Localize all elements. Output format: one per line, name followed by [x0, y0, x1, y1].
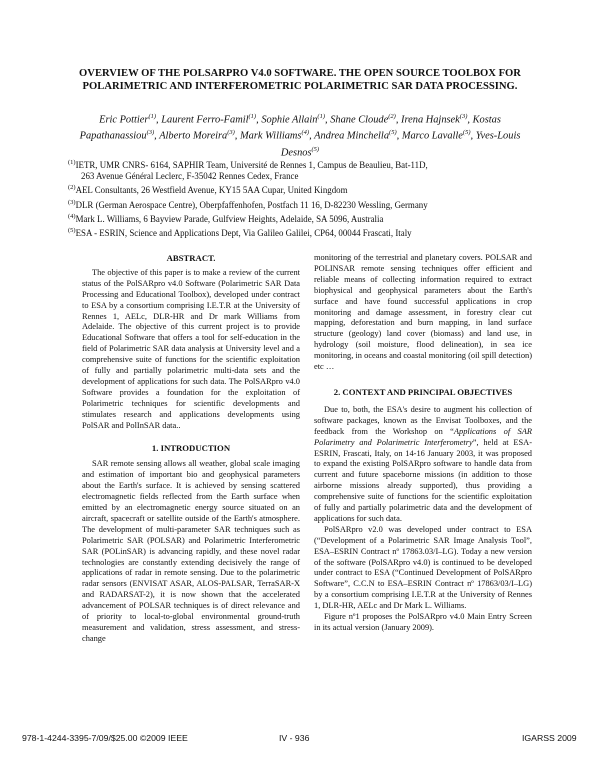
affiliation-marker: (2)	[68, 184, 76, 192]
affiliation-marker: (5)	[68, 226, 76, 234]
affiliation-item	[68, 157, 538, 182]
affiliation-item	[68, 225, 538, 239]
author-name: Marco Lavalle	[401, 130, 463, 142]
affiliation-marker: (3)	[68, 198, 76, 206]
affiliation-item	[68, 211, 538, 225]
affiliation-line: IETR, UMR CNRS- 6164, SAPHIR Team, Université de Rennes 1, Campus de Beaulieu, Bat-11D,	[75, 159, 428, 170]
author-affiliation-marker: (5)	[462, 129, 471, 137]
context-heading: 2. CONTEXT AND PRINCIPAL OBJECTIVES	[333, 386, 513, 397]
affiliation-marker: (1)	[68, 159, 76, 166]
right-column	[314, 253, 532, 634]
introduction-heading: 1. INTRODUCTION	[151, 442, 231, 453]
affiliation-line: DLR (German Aerospace Centre), Oberpfaffenhofen, Postfach 11 16, D-82230 Wessling, Germany	[75, 199, 428, 210]
author-name: Laurent Ferro-Famil	[161, 114, 249, 126]
author-affiliation-marker: (5)	[389, 129, 397, 137]
footer-isbn: 978-1-4244-3395-7/09/$25.00 ©2009 IEEE	[22, 733, 188, 743]
paper-title: OVERVIEW OF THE POLSARPRO V4.0 SOFTWARE. THE OPEN SOURCE TOOLBOX FOR POLARIMETRIC AND INTERFEROMETRIC POLARIMETRIC SAR DATA PROCESSING.	[79, 68, 521, 92]
left-column	[82, 253, 300, 645]
polsarpro-version-paragraph: PolSARpro v2.0 was developed under contract to ESA (“Development of a Polarimetric SAR Image Analysis Tool”, ESA–ESRIN Contract nº 17863.03/I–LG). Today a new version of the software (PolSARpro v4.0) is continued to be developed under contract to ESA (“Continued Development of PolSARpro Software”, C.C.N to ESA–ESRIN Contract nº 17863/03/I–LG) by a consortium comprising I.E.T.R at the University of Rennes 1, DLR-HR, AELc and Dr Mark L. Williams.	[314, 524, 532, 611]
introduction-text: SAR remote sensing allows all weather, global scale imaging and estimation of important bio and geophysical parameters about the Earth's surface. It is achieved by sensing scattered electromagnetic fields reflected from the Earth surface when emitted by an electromagnetic energy source situated on an aircraft, spacecraft or satellite outside of the Earth's atmosphere. The development of multi-parameter SAR techniques such as Polarimetric SAR (POLSAR) and Polarimetric Interferometric SAR (POLinSAR) is advancing rapidly, and these novel radar technologies are constantly extending decisively the range of applications of radar in remote sensing. Due to the polarimetric radar sensors (ENVISAT ASAR, ALOS-PALSAR, TerraSAR-X and RADARSAT-2), it is now shown that the accelerated advancement of POLSAR techniques is of direct relevance and of priority to local-to-global environmental ground-truth measurement and validation, stress assessment, and stress-change	[82, 459, 300, 643]
author-name: Kostas Papathanassiou	[79, 114, 501, 142]
abstract-text: The objective of this paper is to make a review of the current status of the PolSARpro v4.0 Software (Polarimetric SAR Data Processing and Educational Toolbox), developed under contract to ESA by a consortium comprising I.E.T.R at the University of Rennes 1, AELc, DLR-HR and Dr mark Williams from Adelaide. The objective of this current project is to provide Educational Software that offers a tool for self-education in the field of Polarimetric SAR data analysis at University level and a comprehensive suite of functions for the scientific exploitation of fully and partially polarimetric multi-data sets and the development of applications for such data. The PolSARpro v4.0 Software provides a foundation for the exploitation of Polarimetric techniques for scientific developments and stimulates research and applications developments using PolSAR and PolInSAR data..	[82, 267, 300, 430]
footer-page-number: IV - 936	[279, 733, 310, 743]
author-name: Mark Williams	[240, 130, 302, 142]
author-name: Andrea Minchella	[314, 130, 390, 142]
author-affiliation-marker: (1)	[248, 113, 257, 120]
author-affiliation-marker: (3)	[146, 129, 155, 137]
author-name: Shane Cloude	[330, 114, 389, 126]
author-affiliation-marker: (1)	[317, 113, 325, 120]
author-name: Irena Hajnsek	[401, 114, 460, 126]
abstract-heading: ABSTRACT.	[166, 253, 216, 263]
author-affiliation-marker: (3)	[227, 129, 235, 137]
affiliation-line: Mark L. Williams, 6 Bayview Parade, Gulfview Heights, Adelaide, SA 5096, Australia	[75, 213, 384, 224]
affiliation-marker: (4)	[68, 212, 76, 220]
affiliation-line: 263 Avenue Général Leclerc, F-35042 Rennes Cedex, France	[81, 171, 299, 182]
author-affiliation-marker: (2)	[388, 113, 396, 120]
author-affiliation-marker: (5)	[311, 145, 320, 153]
context-paragraph: Due to, both, the ESA's desire to augment his collection of software packages, known as the Envisat Toolboxes, and the feedback from the Workshop on “Applications of SAR Polarimetry and Polarimetric Interferometry”, held at ESA-ESRIN, Frascati, Italy, on 14-16 January 2003, it was proposed to expand the existing PolSARpro software to handle data from current and future spaceborne missions (in addition to those airborne missions already supported), thus providing a comprehensive suite of functions for the scientific exploitation of fully and partially polarimetric data and the development of applications for such data.	[314, 404, 532, 523]
figure-reference-paragraph: Figure nº1 proposes the PolSARpro v4.0 Main Entry Screen in its actual version (January 2009).	[314, 612, 532, 632]
affiliation-list	[68, 157, 538, 239]
affiliation-item	[68, 182, 538, 196]
author-list: Eric Pottier$^{(1)}$, Laurent Ferro-Famil$^{(1)}$, Sophie Allain$^{(1)}$, Shane Cloude$^{(2)}$, Irena Hajnsek$^{(3)}$, Kostas Papathanassiou$^{(3)}$, Alberto Moreira$^{(3)}$, Mark Williams$^{(4)}$, Andrea Minchella$^{(5)}$, Marco Lavalle$^{(5)}$, Yves-Louis Desnos$^{(5)}$	[79, 113, 521, 159]
author-name: Eric Pottier	[99, 114, 149, 126]
affiliation-item	[68, 197, 538, 211]
footer-conference: IGARSS 2009	[522, 733, 577, 743]
author-name: Sophie Allain	[261, 114, 318, 126]
author-affiliation-marker: (1)	[148, 113, 157, 120]
affiliation-line: ESA - ESRIN, Science and Applications Dept, Via Galileo Galilei, CP64, 00044 Frascati, Italy	[75, 227, 412, 238]
author-name: Alberto Moreira	[159, 130, 228, 142]
author-affiliation-marker: (4)	[301, 129, 310, 137]
monitoring-paragraph: monitoring of the terrestrial and planetary covers. POLSAR and POLINSAR remote sensing techniques offer efficient and reliable means of collecting information required to extract biophysical and geophysical parameters about the Earth's surface and have found successful applications in crop monitoring and damage assessment, in forestry clear cut mapping, deforestation and burn mapping, in land surface structure (geology) land cover (biomass) and land use, in hydrology (soil moisture, flood delineation), in sea ice monitoring, in oceans and coastal monitoring (oil spill detection) etc …	[314, 253, 532, 372]
affiliation-line: AEL Consultants, 26 Westfield Avenue, KY15 5AA Cupar, United Kingdom	[75, 185, 348, 196]
author-affiliation-marker: (3)	[459, 113, 468, 120]
author-name: Yves-Louis Desnos	[280, 130, 521, 159]
